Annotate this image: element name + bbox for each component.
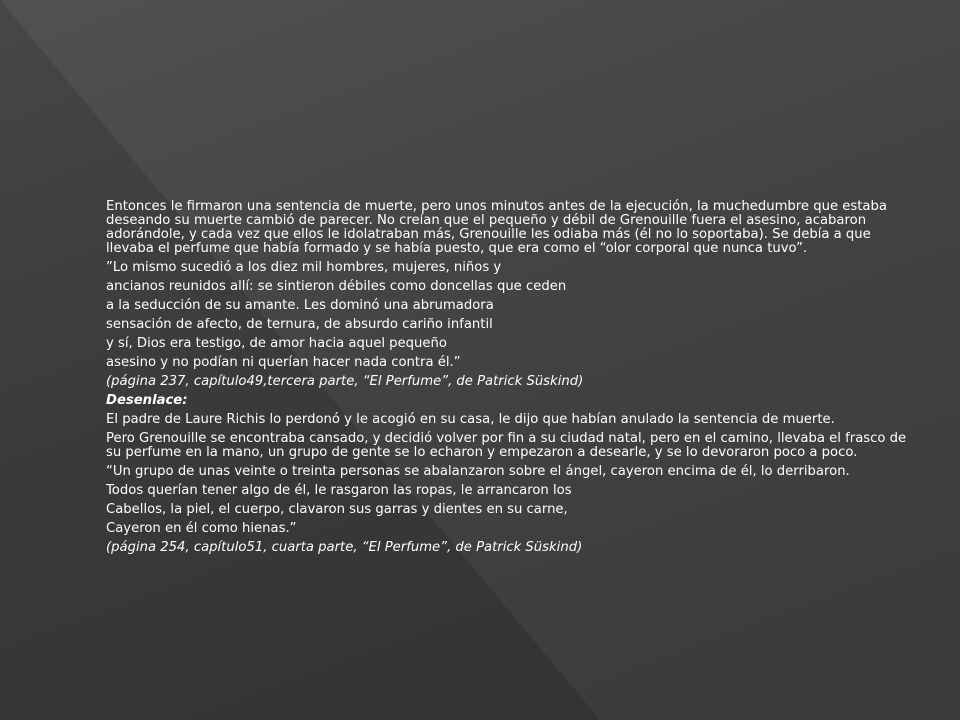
bullet-item	[78, 465, 908, 479]
bullet-item	[78, 503, 908, 517]
bullet-text: y sí, Dios era testigo, de amor hacia aquel pequeño	[106, 336, 447, 351]
bullet-item	[78, 413, 908, 427]
bullet-text: El padre de Laure Richis lo perdonó y le acogió en su casa, le dijo que habían anulado la sentencia de muerte.	[106, 412, 835, 427]
bullet-text: “Un grupo de unas veinte o treinta personas se abalanzaron sobre el ángel, cayeron encima de él, lo derribaron.	[106, 464, 850, 479]
bullet-item	[78, 318, 908, 332]
bullet-text: ancianos reunidos allí: se sintieron débiles como doncellas que ceden	[106, 279, 567, 294]
bullet-text: a la seducción de su amante. Les dominó una abrumadora	[106, 298, 494, 313]
bullet-item	[78, 200, 908, 256]
bullet-list	[78, 200, 908, 560]
section-heading: Desenlace:	[106, 393, 188, 408]
section-heading-item	[78, 394, 908, 408]
bullet-text: sensación de afecto, de ternura, de absurdo cariño infantil	[106, 317, 493, 332]
bullet-item	[78, 522, 908, 536]
bullet-item	[78, 337, 908, 351]
citation-item	[78, 375, 908, 389]
bullet-text: Entonces le firmaron una sentencia de muerte, pero unos minutos antes de la ejecución, la muchedumbre que estaba deseando su muerte cambió de parecer. No creían que el pequeño y débil de Grenouille fuera el asesino, acabaron adorándole, y cada vez que ellos le idolatraban más, Grenouille les odiaba más (él no lo soportaba). Se debía a que llevaba el perfume que había formado y se había puesto, que era como el “olor corporal que nunca tuvo”.	[106, 199, 887, 256]
citation-item	[78, 541, 908, 555]
bullet-text: asesino y no podían ni querían hacer nada contra él.”	[106, 355, 461, 370]
bullet-item	[78, 432, 908, 460]
bullet-text: Pero Grenouille se encontraba cansado, y decidió volver por fin a su ciudad natal, pero en el camino, llevaba el frasco de su perfume en la mano, un grupo de gente se lo echaron y empezaron a desearle, y se lo devoraron poco a poco.	[106, 431, 907, 460]
bullet-item	[78, 280, 908, 294]
bullet-item	[78, 261, 908, 275]
bullet-item	[78, 484, 908, 498]
citation-text: (página 254, capítulo51, cuarta parte, “El Perfume”, de Patrick Süskind)	[106, 540, 583, 555]
bullet-text: Cayeron en él como hienas.”	[106, 521, 297, 536]
bullet-text: Todos querían tener algo de él, le rasgaron las ropas, le arrancaron los	[106, 483, 572, 498]
bullet-item	[78, 299, 908, 313]
bullet-item	[78, 356, 908, 370]
citation-text: (página 237, capítulo49,tercera parte, “El Perfume”, de Patrick Süskind)	[106, 374, 584, 389]
bullet-text: Cabellos, la piel, el cuerpo, clavaron sus garras y dientes en su carne,	[106, 502, 568, 517]
bullet-text: ”Lo mismo sucedió a los diez mil hombres, mujeres, niños y	[106, 260, 502, 275]
